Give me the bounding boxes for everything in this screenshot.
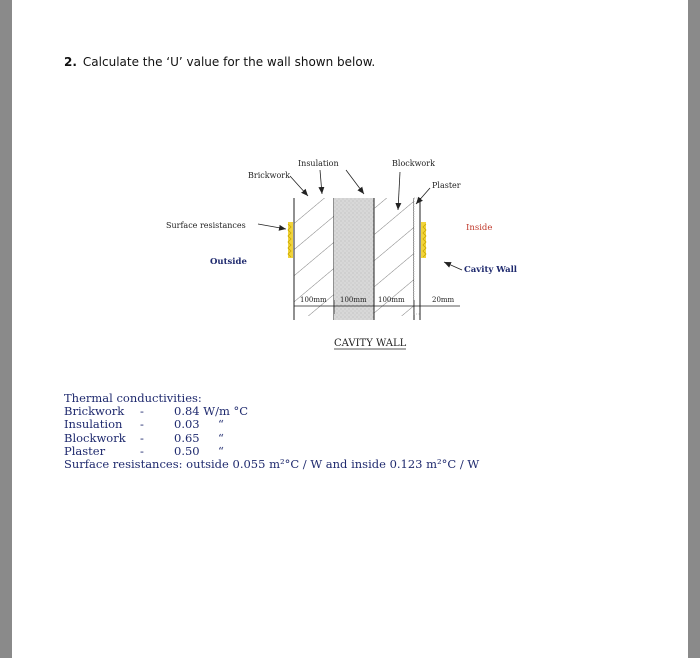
plaster-layer — [414, 198, 420, 320]
material-name: Blockwork — [64, 430, 126, 445]
label-insulation: Insulation — [298, 159, 339, 168]
ditto-mark: “ — [218, 430, 224, 445]
material-dash: - — [140, 404, 144, 419]
diagram-caption: CAVITY WALL — [334, 338, 407, 349]
material-dash: - — [140, 443, 144, 458]
conductivity-row — [64, 405, 479, 418]
material-name: Brickwork — [64, 404, 125, 419]
inside-surface-resistance-mark — [421, 222, 426, 258]
conductivity-row — [64, 432, 479, 445]
question-number: 2. — [64, 55, 77, 69]
material-value: 0.50 — [174, 443, 200, 458]
thermal-conductivities-block — [64, 392, 479, 471]
dimension-plaster: 20mm — [432, 296, 455, 304]
label-inside: Inside — [466, 223, 493, 233]
conductivities-title: Thermal conductivities: — [64, 391, 202, 405]
conductivity-row — [64, 418, 479, 431]
dimension-brickwork: 100mm — [300, 296, 327, 304]
label-blockwork: Blockwork — [392, 159, 435, 168]
label-cavity-wall: Cavity Wall — [464, 265, 518, 275]
ditto-mark: “ — [218, 417, 224, 432]
material-name: Insulation — [64, 417, 123, 432]
label-brickwork: Brickwork — [248, 171, 290, 180]
ditto-mark: “ — [218, 443, 224, 458]
material-dash: - — [140, 417, 144, 432]
surface-resistances-text: Surface resistances: outside 0.055 m²°C / W and inside 0.123 m²°C / W — [64, 456, 480, 471]
outside-surface-resistance-mark — [288, 222, 293, 258]
material-name: Plaster — [64, 443, 106, 458]
question-text: Calculate the ‘U’ value for the wall shown below. — [82, 55, 376, 69]
material-value: 0.03 — [174, 417, 200, 432]
conductivity-row — [64, 445, 479, 458]
material-value: 0.65 — [174, 430, 200, 445]
material-dash: - — [140, 430, 144, 445]
dimension-insulation: 100mm — [340, 296, 367, 304]
dimension-labels — [300, 296, 455, 304]
label-plaster: Plaster — [432, 181, 461, 190]
label-surface-resistances: Surface resistances — [166, 221, 246, 230]
label-outside: Outside — [210, 257, 247, 267]
material-value: 0.84 W/m °C — [174, 404, 249, 419]
dimension-blockwork: 100mm — [378, 296, 405, 304]
